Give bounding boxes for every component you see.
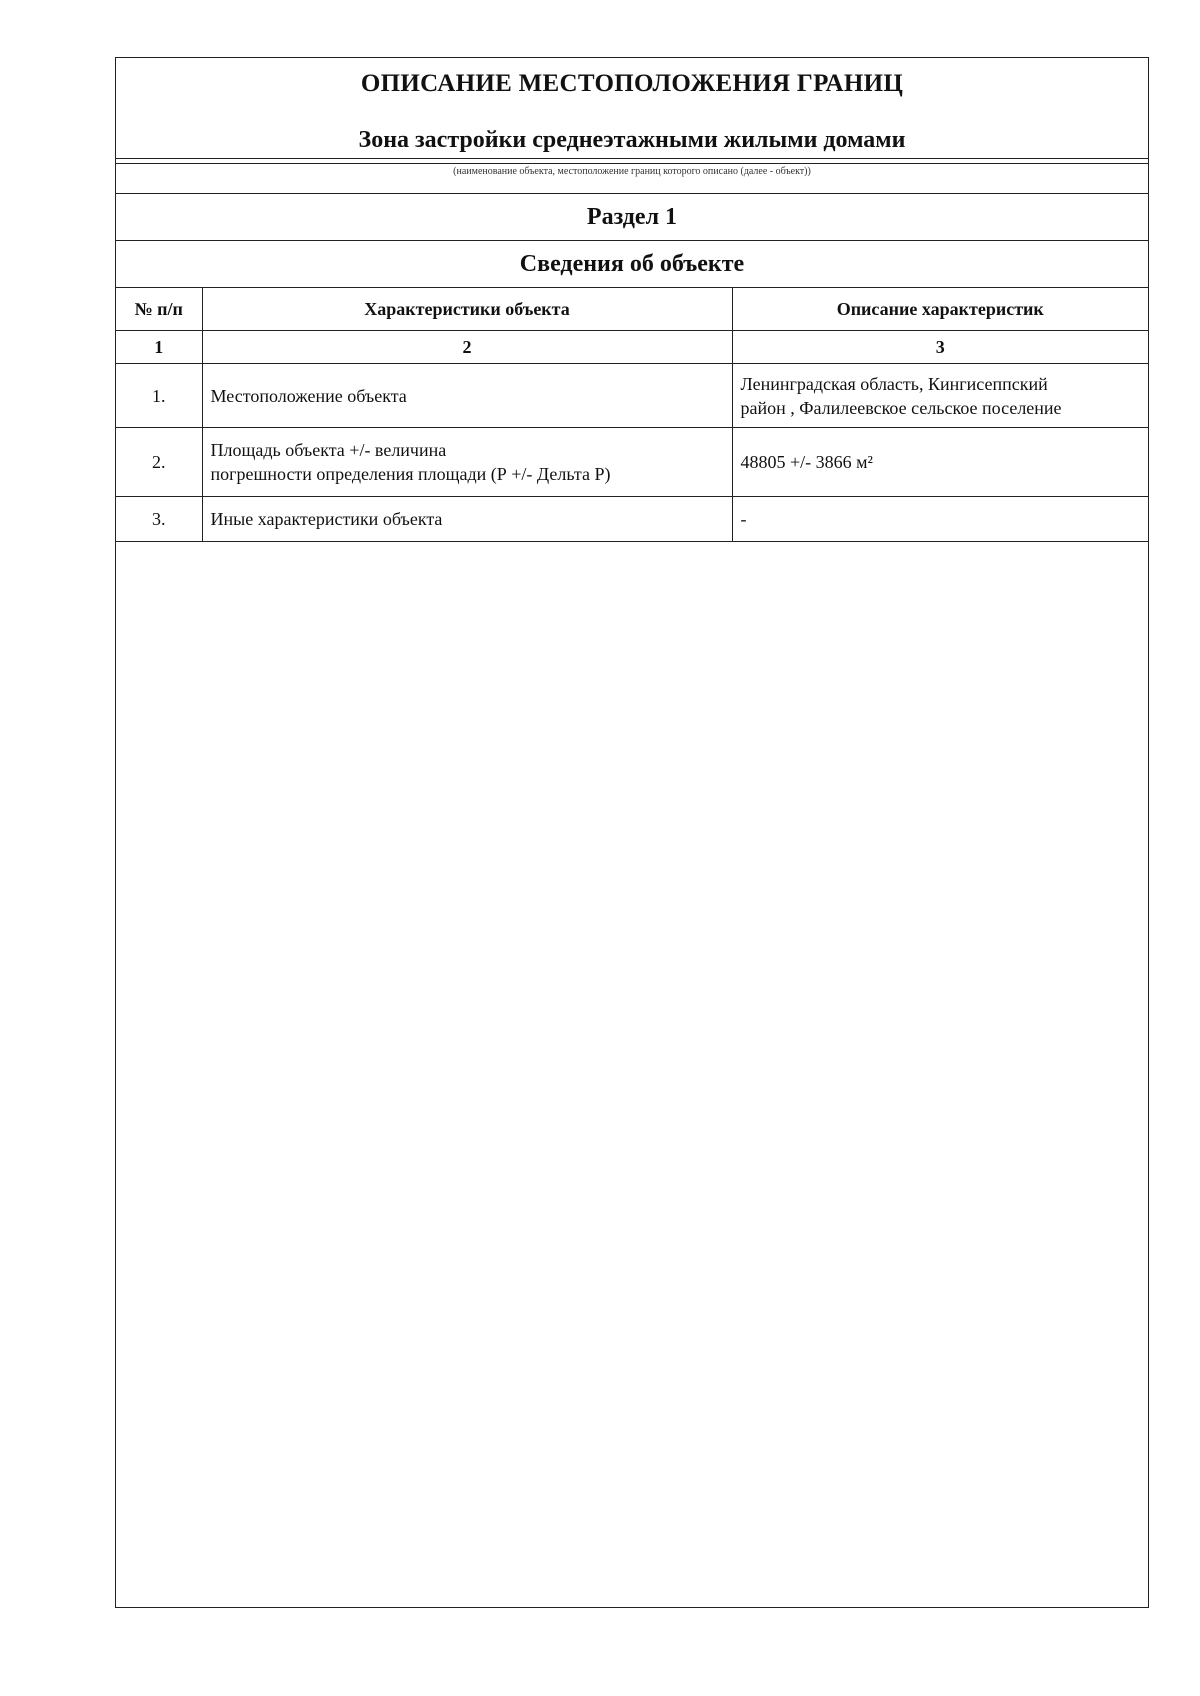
column-header-characteristic: Характеристики объекта: [202, 288, 732, 331]
column-number: 1: [116, 331, 202, 364]
row-number: 3.: [116, 497, 202, 542]
table-row: [116, 428, 1148, 497]
row-characteristic: Площадь объекта +/- величина погрешности определения площади (Р +/- Дельта Р): [202, 428, 732, 497]
row-description: -: [732, 497, 1148, 542]
column-number-row: [116, 331, 1148, 364]
column-header-description: Описание характеристик: [732, 288, 1148, 331]
section-title: Сведения об объекте: [519, 251, 745, 277]
row-description: 48805 +/- 3866 м²: [732, 428, 1148, 497]
table-row: [116, 497, 1148, 542]
divider: [116, 163, 1148, 164]
column-header-number: № п/п: [116, 288, 202, 331]
divider: [116, 193, 1148, 194]
object-name: Зона застройки среднеэтажными жилыми домами: [358, 127, 906, 153]
row-characteristic: Местоположение объекта: [202, 364, 732, 428]
column-number: 2: [202, 331, 732, 364]
row-number: 1.: [116, 364, 202, 428]
document-page: [115, 57, 1149, 1608]
section-number: Раздел 1: [586, 204, 678, 230]
document-title: ОПИСАНИЕ МЕСТОПОЛОЖЕНИЯ ГРАНИЦ: [360, 70, 904, 97]
divider: [116, 158, 1148, 159]
row-description: Ленинградская область, Кингисеппский район , Фалилеевское сельское поселение: [732, 364, 1148, 428]
column-number: 3: [732, 331, 1148, 364]
object-name-caption: (наименование объекта, местоположение границ которого описано (далее - объект)): [453, 166, 811, 177]
table-header-row: [116, 288, 1148, 331]
row-characteristic: Иные характеристики объекта: [202, 497, 732, 542]
row-number: 2.: [116, 428, 202, 497]
table-row: [116, 364, 1148, 428]
divider: [116, 240, 1148, 241]
object-info-table: [116, 287, 1148, 542]
